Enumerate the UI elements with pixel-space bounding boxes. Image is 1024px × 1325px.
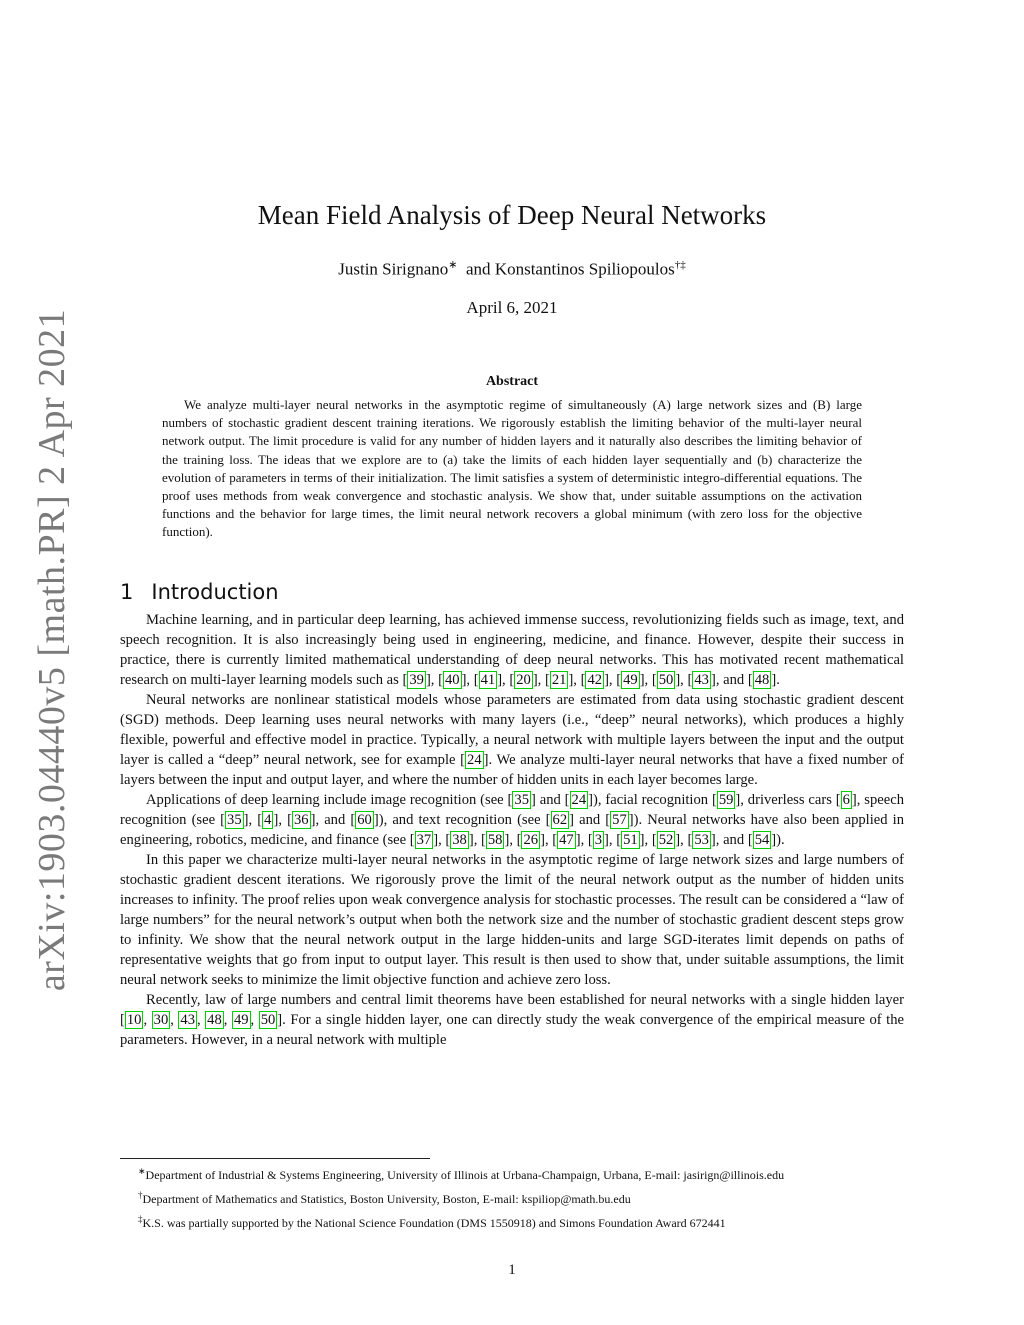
citation-link[interactable]: 35 (227, 812, 242, 828)
paragraph-text: , and (315, 812, 351, 828)
paragraph-text: , and (715, 832, 748, 848)
abstract-body: We analyze multi-layer neural networks in the asymptotic regime of simultaneously (A) large network sizes and (B) large numbers of stochastic gradient descent training iterations. We rigorously establish the limiting behavior of the multi-layer neural network output. The limit procedure is valid for any number of hidden layers and it naturally also describes the limiting behavior of the training loss. The ideas that we explore are to (a) take the limits of each hidden layer sequentially and (b) characterize the evolution of parameters in terms of their initialization. The limit satisfies a system of deterministic integro-differential equations. The proof uses methods from weak convergence and stochastic analysis. We show that, under suitable assumptions on the activation functions and the behavior for large times, the limit neural network recovers a global minimum (with zero loss for the objective function). (162, 397, 862, 540)
citation-link[interactable]: 10 (126, 1012, 142, 1028)
footnote-text: Department of Mathematics and Statistics, Boston University, Boston, E-mail: kspiliop@math.bu.edu (142, 1192, 631, 1206)
footnotes (120, 1158, 904, 1235)
citation-link[interactable]: 47 (559, 832, 574, 848)
citation-link[interactable]: 26 (523, 832, 539, 848)
footnote-mark: ∗ (138, 1166, 146, 1176)
citation-link[interactable]: 36 (293, 812, 309, 828)
citation-link[interactable]: 49 (623, 672, 638, 688)
abstract-heading: Abstract (485, 374, 539, 389)
citation-link[interactable]: 42 (587, 672, 603, 688)
paragraph-text: ]. For a single hidden layer, one can directly study the weak convergence of the empirical measure of the parameters. However, in a neural network with multiple (120, 1012, 905, 1048)
citation-link[interactable]: 24 (467, 752, 482, 768)
citation-link[interactable]: 20 (516, 672, 531, 688)
citation-link[interactable]: 39 (409, 672, 424, 688)
paragraph-text: ). Neural networks have also been applied in engineering, robotics, medicine, and finance (see (120, 812, 904, 848)
paragraph: Neural networks are nonlinear statistical models whose parameters are estimated from data using stochastic gradient descent (SGD) methods. Deep learning uses neural networks with many layers (i.e., “deep” neural networks), which produces a highly flexible, powerful and effective model in practice. Typically, a neural network with multiple layers between the input and the output layer is called a “deep” neural network, see for example [ 24 ]. We analyze multi-layer neural networks that have a fixed number of layers between the input and output layer, and where the number of hidden units in each layer becomes large. (120, 692, 904, 788)
introduction-section (120, 580, 904, 1050)
footnote-mark: † (138, 1190, 143, 1200)
paragraph-text: ), facial recognition (593, 792, 712, 808)
author-conjunction: and (466, 259, 491, 279)
paragraph-text: , speech recognition (see (120, 792, 905, 828)
author-footnote-mark: †‡ (674, 259, 686, 271)
paragraph: In this paper we characterize multi-layer neural networks in the asymptotic regime of large network sizes and large numbers of stochastic gradient descent iterations. We rigorously prove the limit of the neural network output as the number of hidden units increases to infinity. The proof relies upon weak convergence analysis for stochastic processes. The result can be considered a “law of large numbers” for the neural network’s output when both the network size and the number of stochastic gradient descent steps grow to infinity. We show that the neural network output in the large hidden-units and large SGD-iterates limit depends on paths of representative weights that go from input to output layer. This result is then used to show that, under suitable assumptions, the limit neural network seeks to minimize the limit objective function and achieve zero loss. (120, 852, 904, 988)
citation-link[interactable]: 54 (754, 832, 770, 848)
citation-link[interactable]: 41 (480, 672, 496, 688)
section-heading (120, 580, 904, 604)
paragraph: Machine learning, and in particular deep learning, has achieved immense success, revolutionizing fields such as image, text, and speech recognition. It is also increasingly being used in engineering, medicine, and finance. However, despite their success in practice, there is currently limited mathematical understanding of deep neural networks. This has motivated recent mathematical research on multi-layer learning models such as [ 39 ], [ 40 ], [ 41 ], [ 20 ], [ 21 ], [ 42 ], [ 49 ], [ 50 ], [ 43 ], and [ 48 ]. (120, 612, 904, 688)
citation-link[interactable]: 43 (180, 1012, 195, 1028)
citation-link[interactable]: 48 (754, 672, 770, 688)
author-footnote-mark: ∗ (448, 259, 458, 271)
paragraph-text: ), and text recognition (see (378, 812, 546, 828)
footnote-mark: ‡ (138, 1214, 143, 1224)
paragraph-text: , (248, 812, 258, 828)
citation-link[interactable]: 35 (514, 792, 529, 808)
paragraph-text: and (574, 812, 606, 828)
citation-link[interactable]: 52 (658, 832, 674, 848)
citation-link[interactable]: 62 (552, 812, 568, 828)
citation-link[interactable]: 50 (260, 1012, 276, 1028)
paragraph-text: . (776, 672, 780, 688)
paragraph-text: , driverless cars (740, 792, 836, 808)
page-number: 1 (508, 1262, 516, 1278)
paragraph-text: . We analyze multi-layer neural networks that have a fixed number of layers between the input and output layer, and where the number of hidden units in each layer becomes large. (120, 752, 904, 788)
paragraph: Recently, law of large numbers and central limit theorems have been established for neural networks with a single hidden layer [ 10 , 30 , 43 , 48 , 49 , 50 ]. For a single hidden layer, one can directly study the weak convergence of the empirical measure of the parameters. However, in a neural network with multiple (120, 992, 905, 1048)
citation-link[interactable]: 38 (452, 832, 467, 848)
citation-link[interactable]: 49 (233, 1012, 249, 1028)
citation-link[interactable]: 24 (571, 792, 587, 808)
citation-link[interactable]: 21 (551, 672, 567, 688)
author-name: Konstantinos Spiliopoulos (494, 259, 675, 279)
arxiv-identifier: arXiv:1903.04440v5 [math.PR] 2 Apr 2021 (31, 308, 73, 992)
citation-link[interactable]: 3 (594, 832, 603, 848)
citation-link[interactable]: 43 (694, 672, 709, 688)
citation-link[interactable]: 48 (207, 1012, 222, 1028)
citation-link[interactable]: 58 (487, 832, 503, 848)
footnote-text: K.S. was partially supported by the National Science Foundation (DMS 1550918) and Simons Foundation Award 672441 (142, 1216, 726, 1230)
paragraph: Applications of deep learning include image recognition (see [ 35 ] and [ 24 ]), facial recognition [ 59 ], driverless cars [ 6 ], speech recognition (see [ 35 ], [ 4 ], [ 36 ], and [ 60 ]), and text recognition (see [ 62 ] and [ 57 ]). Neural networks have also been applied in engineering, robotics, medicine, and finance (see [ 37 ], [ 38 ], [ 58 ], [ 26 ], [ 47 ], [ 3 ], [ 51 ], [ 52 ], [ 53 ], and [ 54 ]). (120, 792, 905, 848)
footnote (120, 1187, 904, 1207)
citation-link[interactable]: 4 (264, 812, 272, 828)
citation-link[interactable]: 37 (416, 832, 432, 848)
footnote (120, 1163, 904, 1183)
footnote-text: Department of Industrial & Systems Engineering, University of Illinois at Urbana-Champaign, Urbana, E-mail: jasirign@illinois.edu (145, 1168, 785, 1182)
paragraph-text: Machine learning, and in particular deep learning, has achieved immense success, revolutionizing fields such as image, text, and speech recognition. It is also increasingly being used in engineering, medicine, and finance. However, despite their success in practice, there is currently limited mathematical understanding of deep neural networks. This has motivated recent mathematical research on multi-layer learning models such as (120, 612, 904, 688)
footnote-rule (120, 1158, 430, 1159)
citation-link[interactable]: 59 (718, 792, 734, 808)
citation-link[interactable]: 6 (842, 792, 850, 808)
citation-link[interactable]: 60 (357, 812, 372, 828)
citation-link[interactable]: 57 (612, 812, 627, 828)
citation-link[interactable]: 51 (623, 832, 638, 848)
paragraph-text: Applications of deep learning include image recognition (see (146, 792, 508, 808)
paper-date: April 6, 2021 (466, 298, 558, 317)
author-line (120, 258, 904, 280)
paragraph-text: , (278, 812, 288, 828)
paragraph-text: Recently, law of large numbers and central limit theorems have been established for neural networks with a single hidden layer [ (120, 992, 904, 1028)
paragraph-text: , and (715, 672, 748, 688)
paper-title: Mean Field Analysis of Deep Neural Networks (257, 200, 767, 230)
author-name: Justin Sirignano (338, 259, 449, 279)
paragraph-text: and (535, 792, 565, 808)
citation-link[interactable]: 53 (694, 832, 709, 848)
paragraph-text: Neural networks are nonlinear statistical models whose parameters are estimated from data using stochastic gradient descent (SGD) methods. Deep learning uses neural networks with many layers (i.e., “deep” neural networks), which produces a highly flexible, powerful and effective model in practice. Typically, a neural network with multiple layers between the input and the output layer is called a “deep” neural network, see for example (120, 692, 904, 768)
citation-link[interactable]: 50 (658, 672, 674, 688)
paragraph-text: ). (776, 832, 785, 848)
abstract (162, 374, 862, 542)
footnote (120, 1211, 904, 1231)
citation-link[interactable]: 30 (153, 1012, 169, 1028)
citation-link[interactable]: 40 (444, 672, 460, 688)
section-number: 1 (120, 580, 134, 604)
section-title: Introduction (151, 580, 279, 604)
arxiv-sidebar (30, 308, 74, 992)
